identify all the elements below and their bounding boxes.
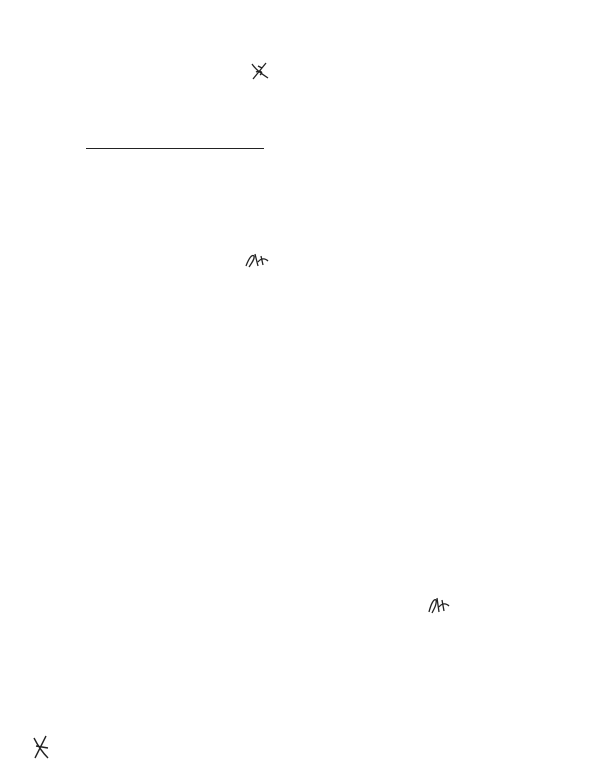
handwritten-initials-mark-2 xyxy=(243,250,271,270)
handwritten-confidential-note xyxy=(30,728,330,764)
handwritten-initials-mark xyxy=(248,60,272,82)
handwritten-initials-mark-3 xyxy=(425,594,451,618)
buyer-signature-line xyxy=(86,148,264,149)
